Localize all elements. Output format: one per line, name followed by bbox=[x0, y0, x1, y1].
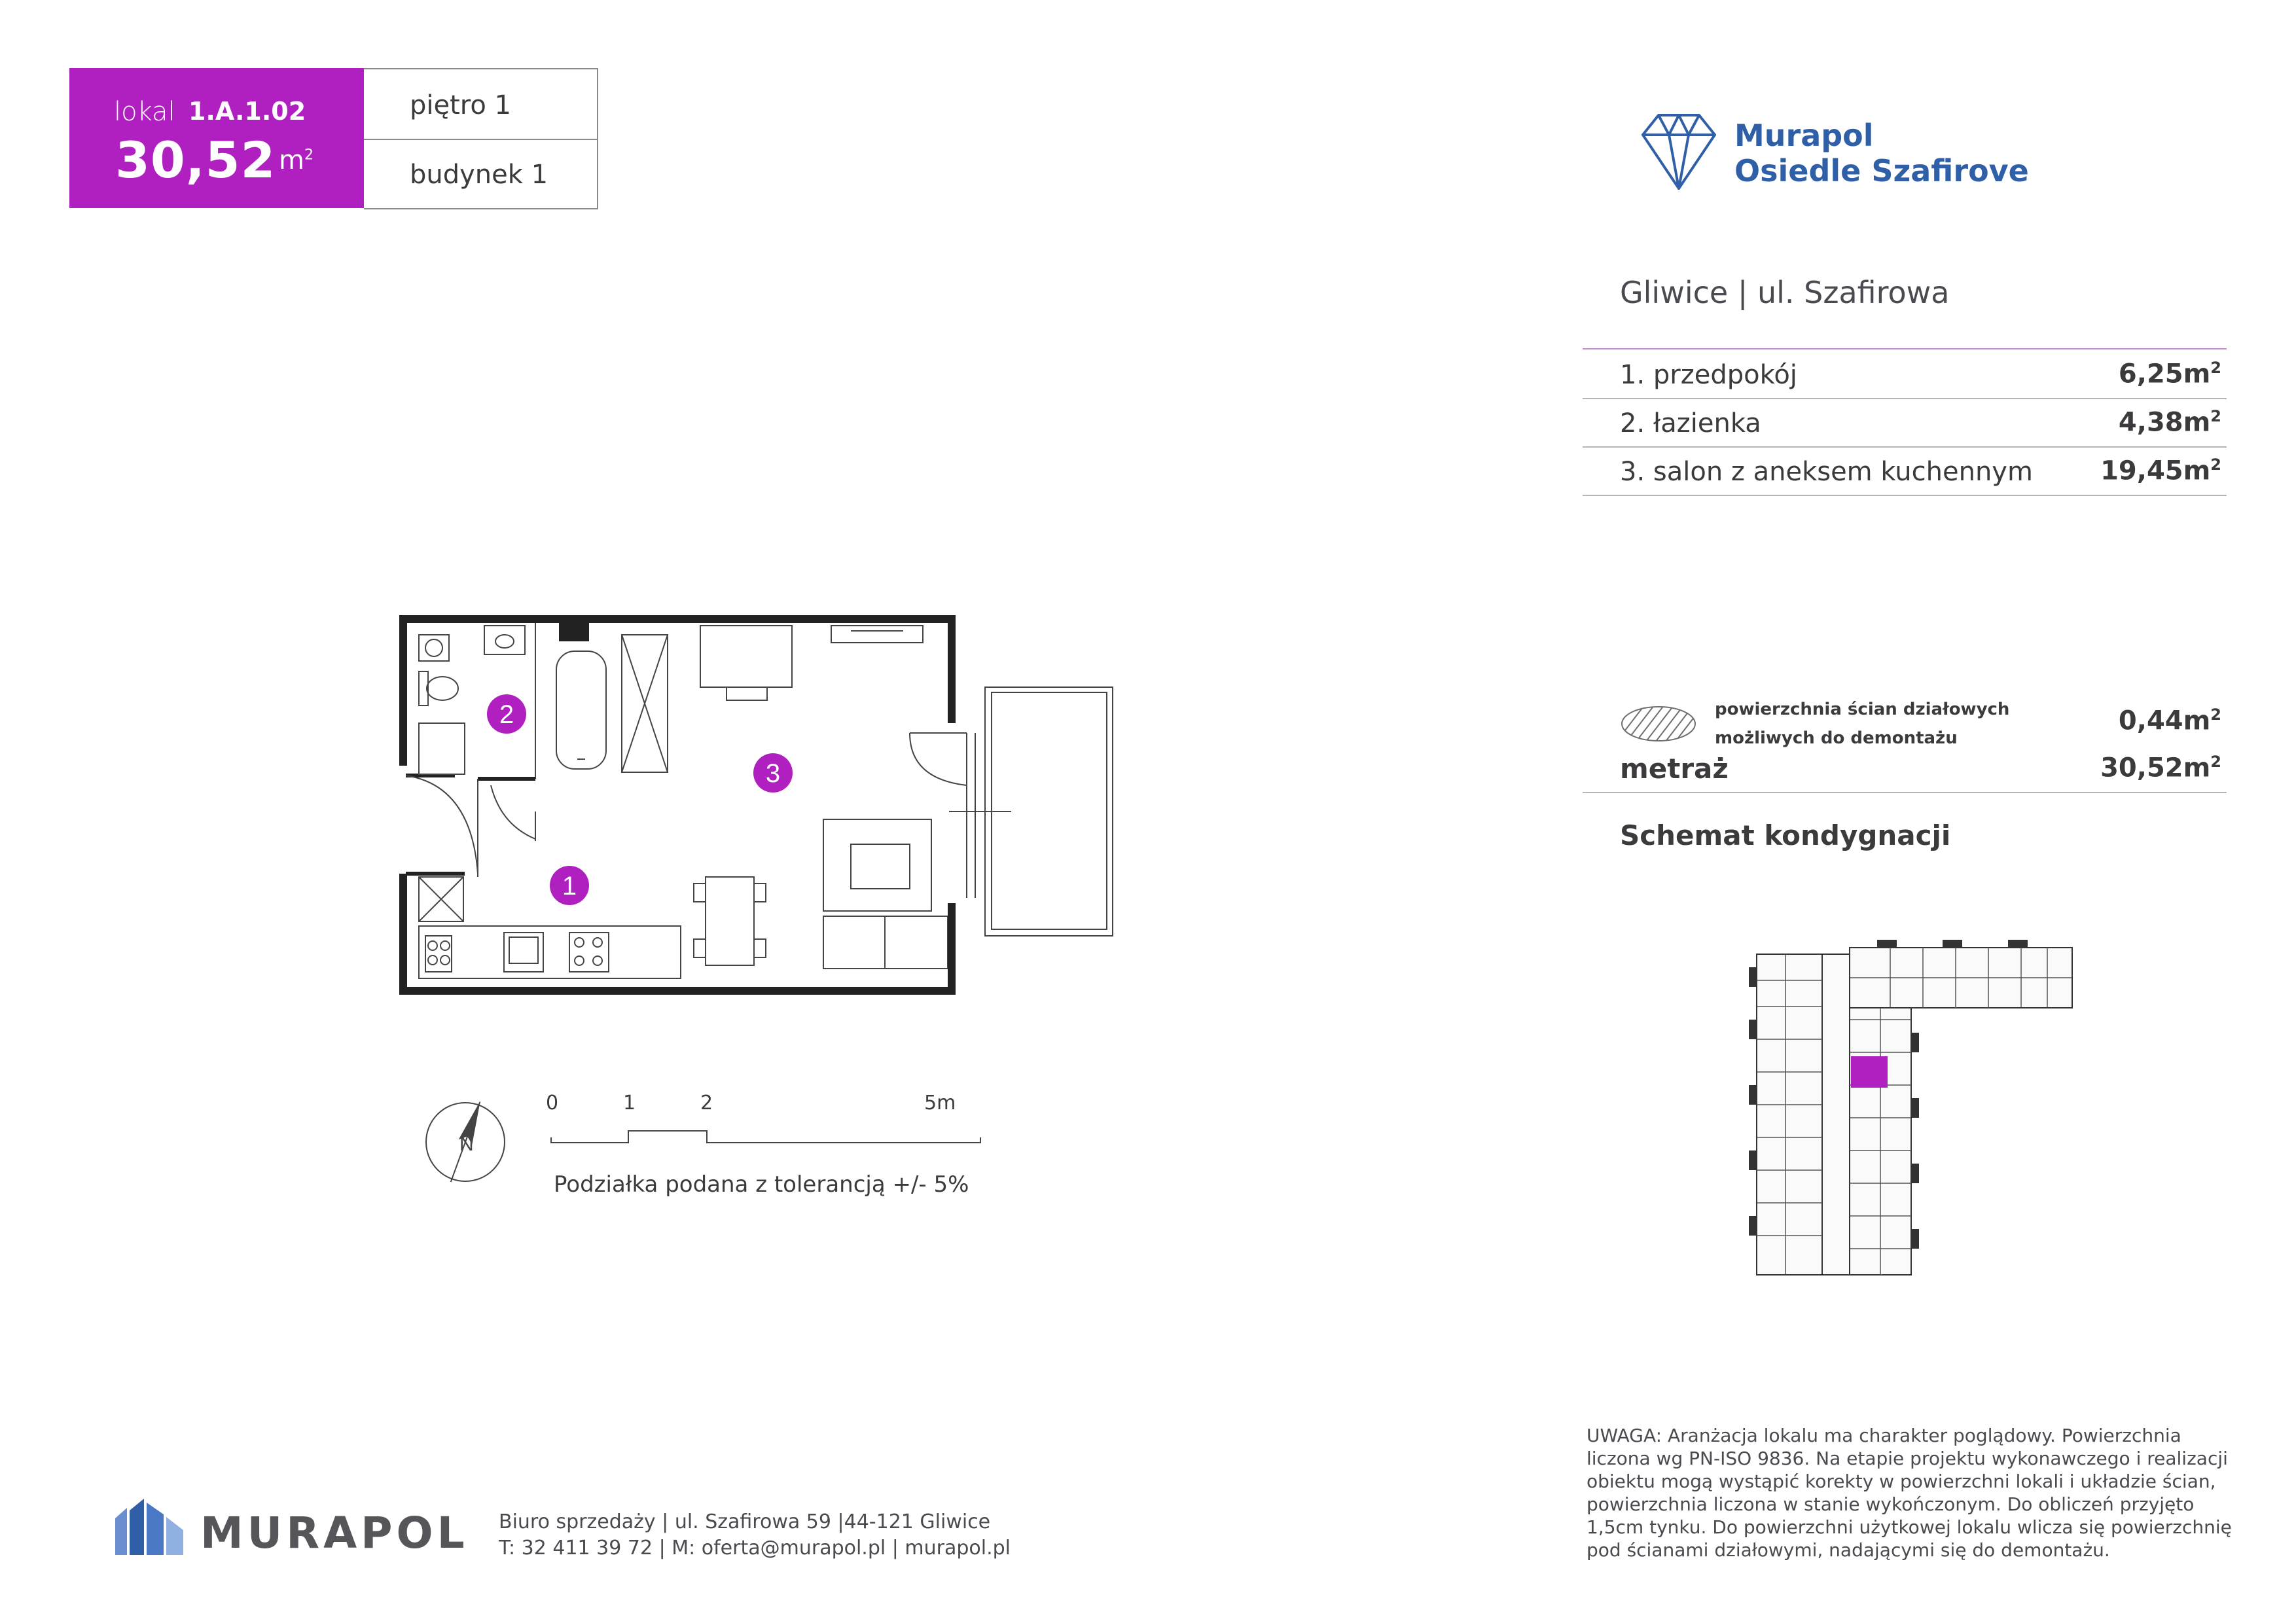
scale-tick-1: 1 bbox=[623, 1092, 636, 1115]
unit-label: lokal bbox=[114, 97, 175, 127]
total-area: $30,52m^2$ bbox=[2100, 753, 2221, 783]
sales-office-address: Biuro sprzedaży | ul. Szafirowa 59 |44-121 Gliwice bbox=[499, 1510, 991, 1533]
compass-letter: N bbox=[459, 1133, 474, 1155]
scale-note: Podziałka podana z tolerancją +/- 5% bbox=[554, 1171, 969, 1198]
scale-bar bbox=[550, 1118, 982, 1144]
info-divider bbox=[364, 139, 597, 140]
scale-tick-0: 0 bbox=[546, 1092, 559, 1115]
walls-note: powierzchnia ścian działowych możliwych do demontażu bbox=[1715, 700, 2010, 748]
highlighted-unit bbox=[1851, 1056, 1888, 1088]
unit-area-unit: $m^2$ bbox=[279, 145, 314, 175]
location-line: Gliwice | ul. Szafirowa bbox=[1620, 275, 1950, 310]
total-label: metraż bbox=[1620, 753, 1729, 785]
room-3-label: 3. salon z aneksem kuchennym bbox=[1620, 457, 2033, 487]
room-marker-1 bbox=[550, 866, 589, 905]
sales-office-contact[interactable]: T: 32 411 39 72 | M: oferta@murapol.pl | murapol.pl bbox=[499, 1537, 1011, 1560]
walls-area: $0,44m^2$ bbox=[2118, 705, 2221, 736]
room-1-area: $6,25m^2$ bbox=[2118, 359, 2221, 389]
table-rule bbox=[1583, 446, 2227, 448]
table-rule bbox=[1583, 792, 2227, 793]
floor-schema-thumbnail bbox=[1746, 935, 2087, 1288]
compass-icon bbox=[416, 1093, 514, 1191]
room-2-area: $4,38m^2$ bbox=[2118, 407, 2221, 438]
disclaimer: UWAGA: Aranżacja lokalu ma charakter poglądowy. Powierzchnia liczona wg PN-ISO 9836. Na etapie projektu wykonawczego i realizacji obiektu mogą wystąpić korekty w powierzchni lokali i układzie ścian, powierzchnia liczona w stanie wykończonym. Do obliczeń przyjęto 1,5cm tynku. Do powierzchni użytkowej lokalu wlicza się powierzchnię pod ścianami działowymi, nadającymi się do demontażu. bbox=[1587, 1425, 2232, 1561]
floor-label: piętro 1 bbox=[410, 90, 511, 120]
unit-id: 1.A.1.02 bbox=[188, 97, 306, 126]
svg-text:1: 1 bbox=[562, 872, 577, 901]
floor-plan bbox=[393, 615, 1126, 1008]
unit-area: 30,52 bbox=[115, 131, 276, 189]
murapol-logo-icon bbox=[115, 1499, 183, 1555]
floor-schema-title: Schemat kondygnacji bbox=[1620, 819, 1951, 851]
table-rule bbox=[1583, 398, 2227, 399]
unit-info-box bbox=[364, 68, 598, 209]
svg-text:2: 2 bbox=[499, 700, 514, 729]
brand-name-line2: Osiedle Szafirove bbox=[1734, 153, 2029, 188]
footer-brand: MURAPOL bbox=[200, 1508, 469, 1558]
room-2-label: 2. łazienka bbox=[1620, 408, 1761, 438]
room-1-label: 1. przedpokój bbox=[1620, 360, 1797, 390]
brand-name-line1: Murapol bbox=[1734, 118, 1874, 153]
svg-text:3: 3 bbox=[765, 759, 781, 788]
table-top-rule bbox=[1583, 348, 2227, 349]
room-marker-2 bbox=[487, 694, 526, 734]
room-marker-3 bbox=[753, 753, 793, 793]
scale-tick-5: 5m bbox=[924, 1092, 956, 1115]
unit-badge bbox=[69, 68, 364, 208]
room-3-area: $19,45m^2$ bbox=[2100, 455, 2221, 486]
diamond-logo-icon bbox=[1636, 109, 1721, 194]
hatch-swatch-icon bbox=[1621, 705, 1696, 742]
scale-tick-2: 2 bbox=[700, 1092, 713, 1115]
table-rule bbox=[1583, 495, 2227, 496]
building-label: budynek 1 bbox=[410, 160, 548, 190]
